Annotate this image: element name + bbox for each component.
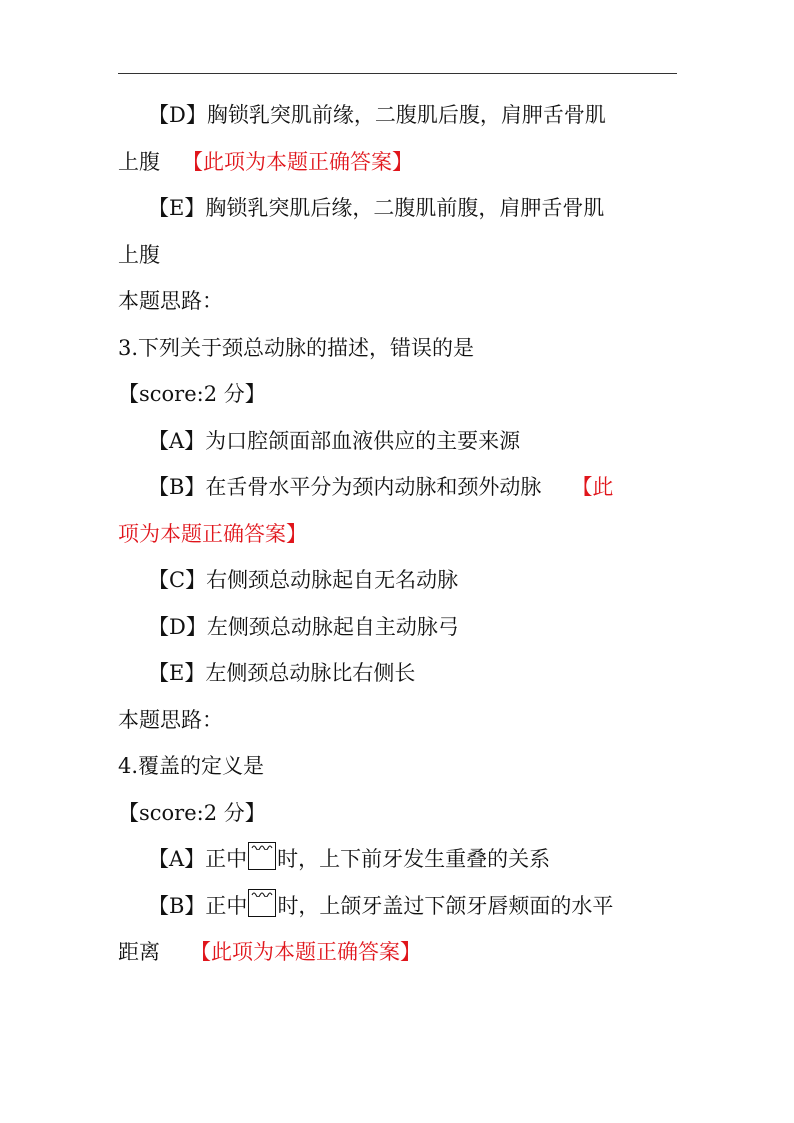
q4-question <box>118 743 678 790</box>
q4-option-a-text-after: 时，上下前牙发生重叠的关系 <box>277 847 551 871</box>
q4-option-b-text-cont: 距离 <box>118 940 160 964</box>
document-body <box>118 92 678 976</box>
q2-thinking <box>118 278 678 325</box>
correct-answer-tag: 【此项为本题正确答案】 <box>182 149 413 174</box>
inline-glyph-image <box>248 889 276 917</box>
q3-option-a <box>118 418 678 465</box>
q3-option-d-text: 【D】左侧颈总动脉起自主动脉弓 <box>148 614 459 639</box>
q4-option-b-cont <box>118 929 678 976</box>
header-rule <box>118 73 677 74</box>
q2-option-e-text-cont: 上腹 <box>118 242 160 267</box>
q3-option-a-text: 【A】为口腔颌面部血液供应的主要来源 <box>148 428 521 453</box>
q2-option-e-text: 【E】胸锁乳突肌后缘，二腹肌前腹，肩胛舌骨肌 <box>148 196 605 220</box>
q4-option-a-text-before: 【A】正中 <box>148 847 248 871</box>
q3-option-b <box>118 464 678 511</box>
q2-option-d-text: 【D】胸锁乳突肌前缘，二腹肌后腹，肩胛舌骨肌 <box>148 103 606 127</box>
thinking-label: 本题思路： <box>118 707 223 732</box>
q4-option-b <box>118 883 678 930</box>
correct-answer-tag-end: 项为本题正确答案】 <box>118 521 307 546</box>
correct-answer-tag-start: 【此 <box>571 475 614 499</box>
q3-option-d <box>118 604 678 651</box>
q4-option-a <box>118 836 678 883</box>
q2-option-e-cont <box>118 232 678 279</box>
q2-option-d <box>118 92 678 139</box>
q2-option-d-text-cont: 上腹 <box>118 149 160 174</box>
score-label: 【score:2 分】 <box>118 800 266 825</box>
q4-option-b-text-before: 【B】正中 <box>148 893 248 918</box>
correct-answer-tag: 【此项为本题正确答案】 <box>190 940 421 964</box>
thinking-label: 本题思路： <box>118 289 223 313</box>
q3-question-text: 3.下列关于颈总动脉的描述，错误的是 <box>118 335 475 360</box>
glyph-squiggle-icon <box>251 891 273 897</box>
q3-option-e <box>118 650 678 697</box>
q3-option-e-text: 【E】左侧颈总动脉比右侧长 <box>148 661 416 685</box>
q4-score <box>118 790 678 837</box>
q3-score <box>118 371 678 418</box>
q4-option-b-text-after: 时，上颌牙盖过下颌牙唇颊面的水平 <box>277 893 614 918</box>
q3-question <box>118 325 678 372</box>
q2-option-e <box>118 185 678 232</box>
score-label: 【score:2 分】 <box>118 382 266 406</box>
q3-option-b-text: 【B】在舌骨水平分为颈内动脉和颈外动脉 <box>148 475 542 499</box>
q2-option-d-cont <box>118 139 678 186</box>
q3-option-c <box>118 557 678 604</box>
q3-thinking <box>118 697 678 744</box>
q3-option-b-cont <box>118 511 678 558</box>
q3-option-c-text: 【C】右侧颈总动脉起自无名动脉 <box>148 568 459 592</box>
glyph-squiggle-icon <box>251 844 273 850</box>
q4-question-text: 4.覆盖的定义是 <box>118 754 265 778</box>
inline-glyph-image <box>248 842 276 870</box>
